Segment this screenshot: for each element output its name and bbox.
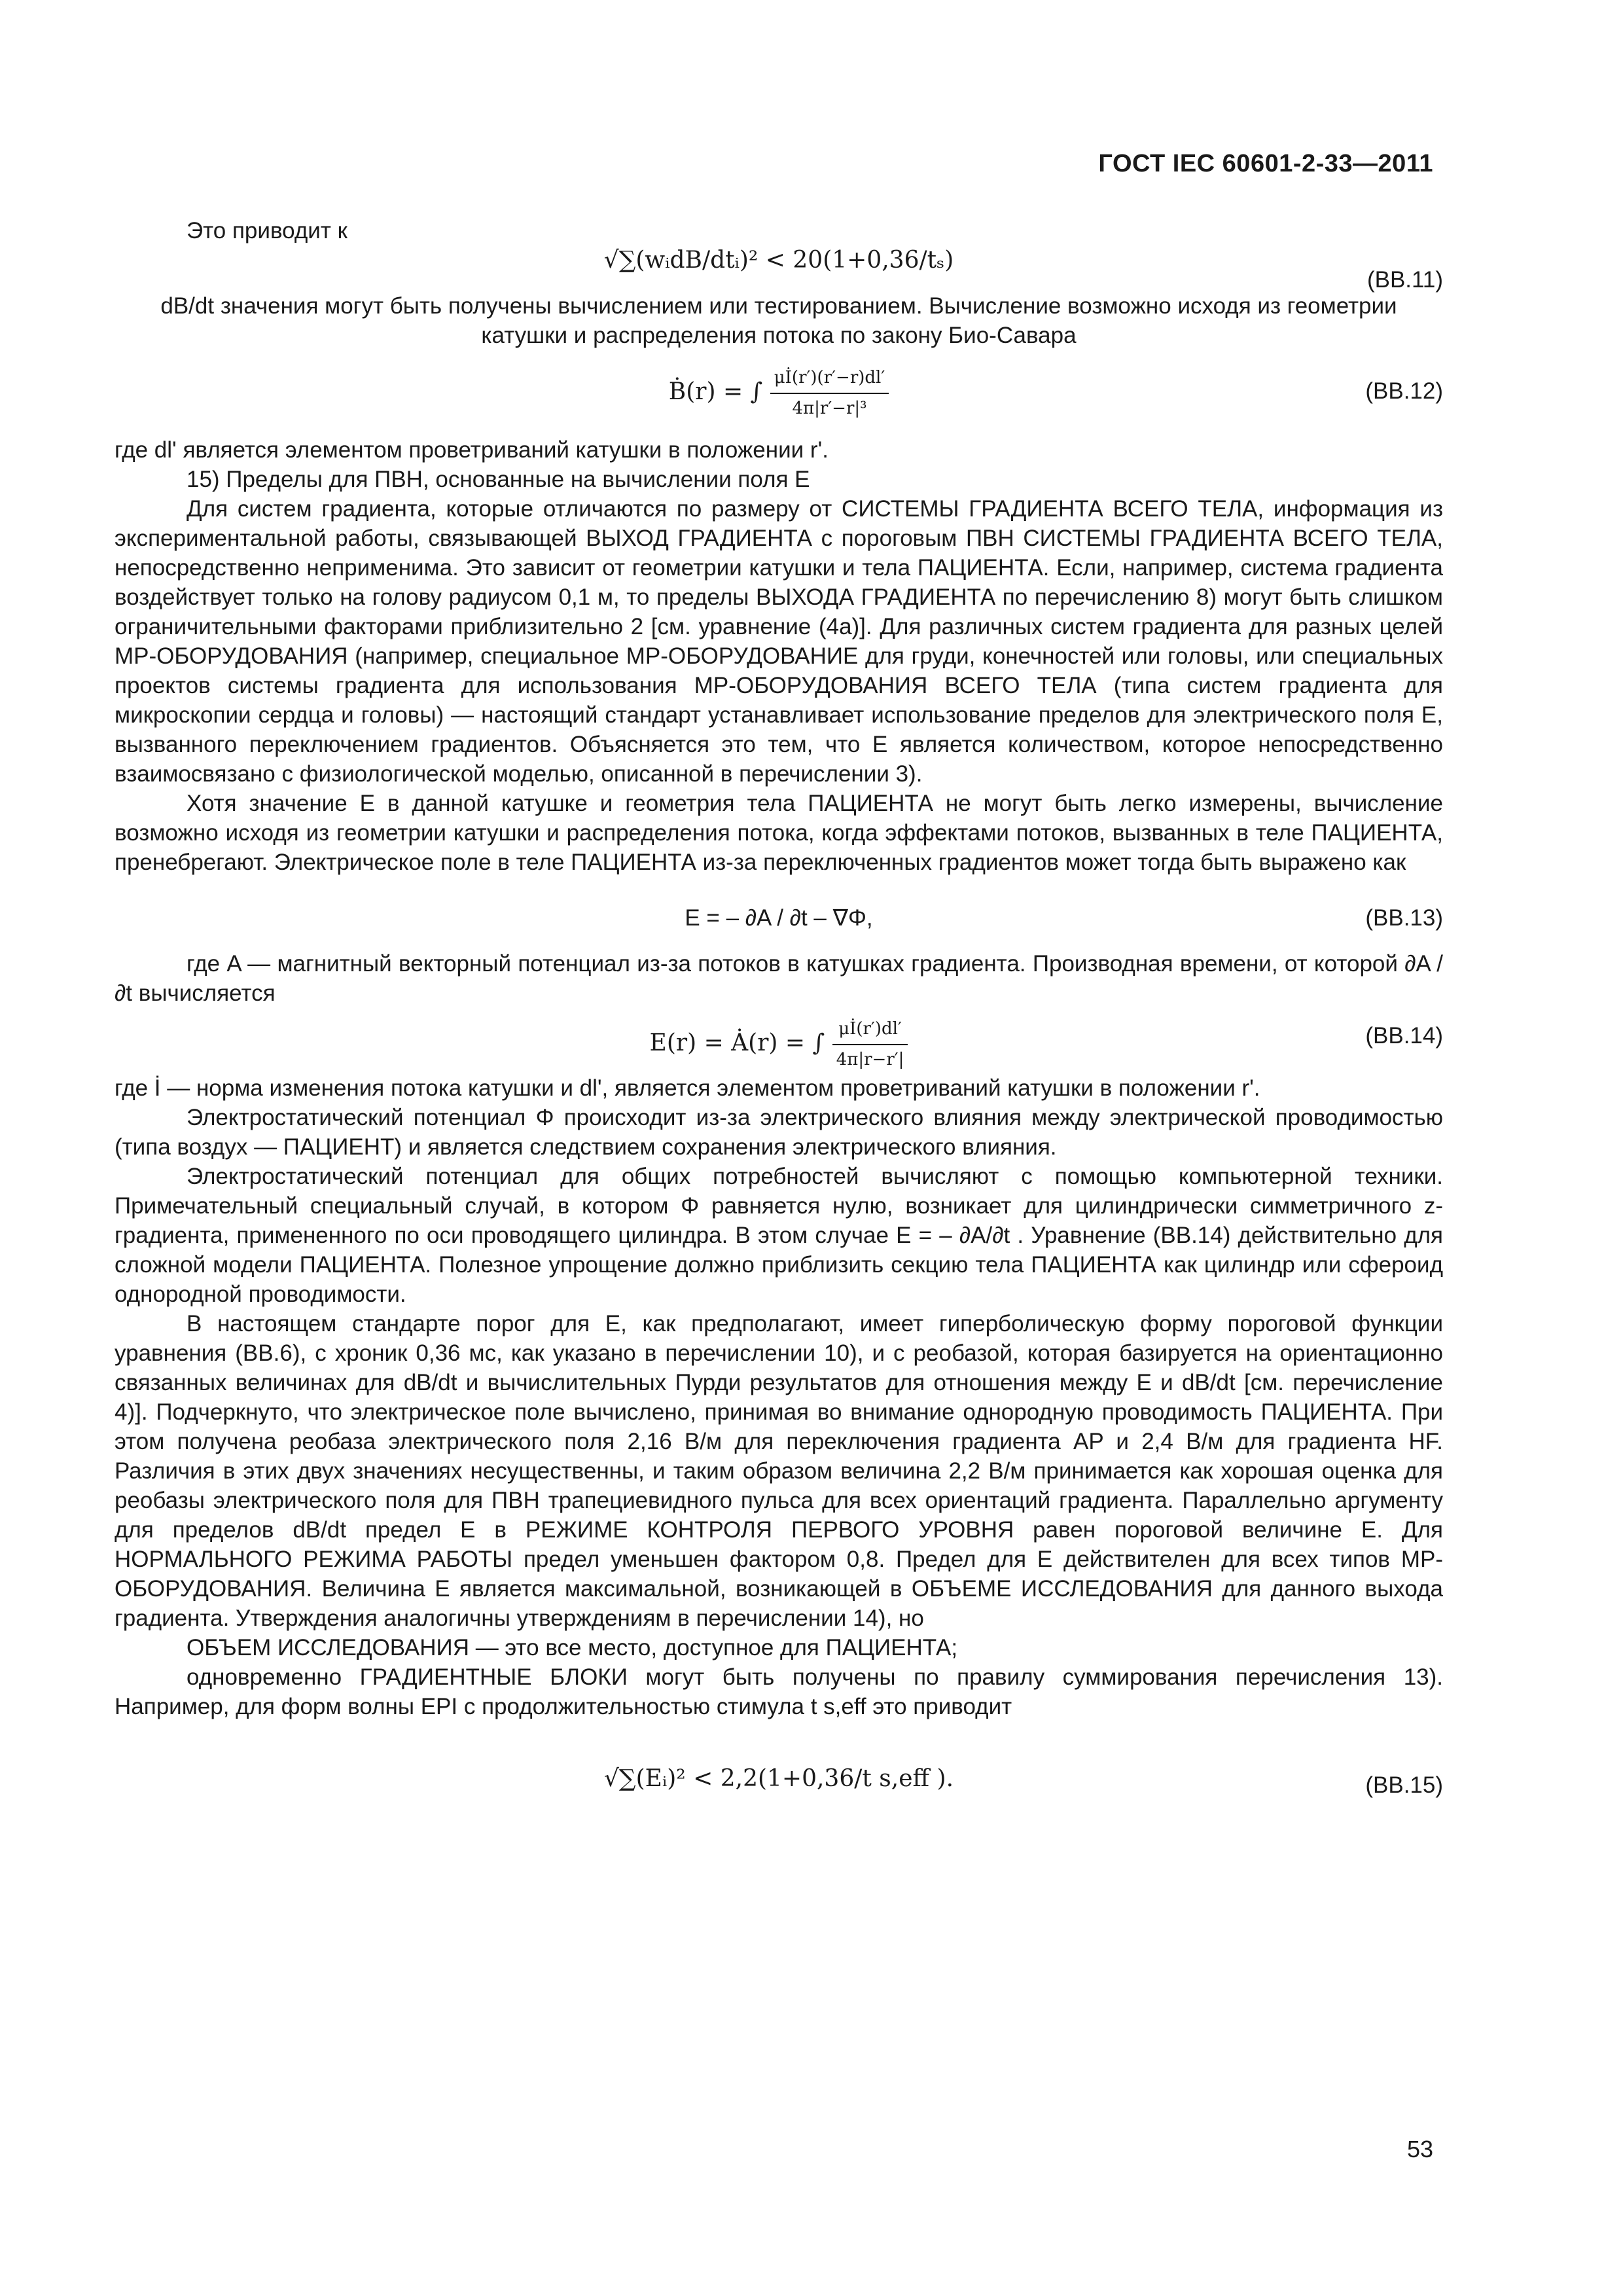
equation-bb13 bbox=[115, 877, 1443, 949]
paragraph-9: В настоящем стандарте порог для E, как предполагают, имеет гиперболическую форму пороговой функции уравнения (ВВ.6), с хроник 0,36 мс, как указано в перечислении 10), и с реобазой, которая базируется на ориентационно связанных величинах для dB/dt и вычислительных Пурди результатов для отношения между E и dB/dt [см. перечисление 4)]. Подчеркнуто, что электрическое поле вычислено, принимая во внимание однородную проводимость ПАЦИЕНТА. При этом получена реобаза электрического поля 2,16 В/м для переключения градиента AP и 2,4 В/м для градиента HF. Различия в этих двух значениях несущественны, и таким образом величина 2,2 В/м принимается как хорошая оценка для реобазы электрического поля для ПВН трапециевидного пульса для всех ориентаций градиента. Параллельно аргументу для пределов dB/dt предел E в РЕЖИМЕ КОНТРОЛЯ ПЕРВОГО УРОВНЯ равен пороговой величине E. Для НОРМАЛЬНОГО РЕЖИМА РАБОТЫ предел уменьшен фактором 0,8. Предел для E действителен для всех типов МР-ОБОРУДОВАНИЯ. Величина E является максимальной, возникающей в ОБЪЕМЕ ИССЛЕДОВАНИЯ для данного выхода градиента. Утверждения аналогичны утверждениям в перечислении 14), но bbox=[115, 1311, 1443, 1631]
equation-bb14-lhs: E(r) = Ȧ(r) = ∫ bbox=[649, 1030, 825, 1056]
equation-bb14-denominator: 4π|r−r′| bbox=[836, 1050, 904, 1069]
document-header: ГОСТ IEC 60601-2-33—2011 bbox=[1098, 150, 1433, 177]
equation-bb13-number: (ВВ.13) bbox=[1365, 905, 1443, 931]
equation-bb13-formula: E = – ∂A / ∂t – ∇Φ, bbox=[685, 905, 873, 931]
paragraph-7: Электростатический потенциал Φ происходит из-за электрического влияния между электрической проводимостью (типа воздух — ПАЦИЕНТ) и является следствием сохранения электрического влияния. bbox=[115, 1105, 1443, 1160]
equation-bb14-fraction bbox=[832, 1014, 908, 1075]
paragraph-10: ОБЪЕМ ИССЛЕДОВАНИЯ — это все место, доступное для ПАЦИЕНТА; bbox=[187, 1635, 958, 1660]
paragraph-8: Электростатический потенциал для общих потребностей вычисляют с помощью компьютерной техники. Примечательный специальный случай, в котором Φ равняется нулю, возникает для цилиндрически симметричного z-градиента, примененного по оси проводящего цилиндра. В этом случае E = – ∂A/∂t . Уравнение (ВВ.14) действительно для сложной модели ПАЦИЕНТА. Полезное упрощение должно приблизить секцию тела ПАЦИЕНТА как цилиндр или сфероид однородной проводимости. bbox=[115, 1164, 1443, 1307]
equation-bb12-denominator: 4π|r′−r|³ bbox=[792, 399, 867, 418]
equation-bb11-number: (ВВ.11) bbox=[1366, 267, 1443, 293]
equation-bb12-number: (ВВ.12) bbox=[1365, 378, 1443, 404]
paragraph-6: где İ — норма изменения потока катушки и dl', является элементом проветриваний катушки в положении r'. bbox=[115, 1075, 1260, 1101]
equation-bb12-fraction bbox=[770, 363, 889, 423]
equation-bb12-numerator: μİ(r′)(r′−r)dl′ bbox=[770, 363, 889, 394]
equation-bb15-number: (ВВ.15) bbox=[1365, 1772, 1443, 1798]
equation-bb15 bbox=[115, 1721, 1443, 1813]
equation-bb14-numerator: μİ(r′)dl′ bbox=[832, 1014, 908, 1045]
paragraph-1: где dl' является элементом проветриваний катушки в положении r'. bbox=[115, 437, 829, 463]
equation-bb15-formula: √∑(Eᵢ)² < 2,2(1+0,36/t s,eff ). bbox=[603, 1765, 954, 1792]
paragraph-intro: Это приводит к bbox=[187, 218, 348, 243]
paragraph-2: 15) Пределы для ПВН, основанные на вычислении поля E bbox=[187, 467, 810, 492]
paragraph-3: Для систем градиента, которые отличаются по размеру от СИСТЕМЫ ГРАДИЕНТА ВСЕГО ТЕЛА, информация из экспериментальной работы, связывающей ВЫХОД ГРАДИЕНТА с пороговым ПВН СИСТЕМЫ ГРАДИЕНТА ВСЕГО ТЕЛА, непосредственно неприменима. Это зависит от геометрии катушки и тела ПАЦИЕНТА. Если, например, система градиента воздействует только на голову радиусом 0,1 м, то пределы ВЫХОДА ГРАДИЕНТА по перечислению 8) могут быть слишком ограничительными факторами приблизительно 2 [см. уравнение (4а)]. Для различных систем градиента для разных целей МР-ОБОРУДОВАНИЯ (например, специальное МР-ОБОРУДОВАНИЕ для груди, конечностей или головы, или специальных проектов системы градиента для использования МР-ОБОРУДОВАНИЯ ВСЕГО ТЕЛА (типа систем градиента для микроскопии сердца и головы) — настоящий стандарт устанавливает использование пределов для электрического поля E, вызванного переключением градиентов. Объясняется это тем, что E является количеством, которое непосредственно взаимосвязано с физиологической моделью, описанной в перечислении 3). bbox=[115, 496, 1443, 787]
equation-bb14-number: (ВВ.14) bbox=[1365, 1023, 1443, 1049]
paragraph-11: одновременно ГРАДИЕНТНЫЕ БЛОКИ могут быть получены по правилу суммирования перечисления 13). Например, для форм волны EPI с продолжительностью стимула t s,eff это приводит bbox=[115, 1664, 1443, 1719]
equation-bb14 bbox=[115, 1008, 1443, 1073]
equation-bb11 bbox=[115, 245, 1443, 291]
equation-bb12 bbox=[115, 357, 1443, 435]
page-number: 53 bbox=[1406, 2136, 1433, 2162]
paragraph-5: где A — магнитный векторный потенциал из-за потоков в катушках градиента. Производная времени, от которой ∂A / ∂t вычисляется bbox=[115, 951, 1443, 1006]
equation-bb11-formula: √∑(wᵢdB/dtᵢ)² < 20(1+0,36/tₛ) bbox=[603, 247, 954, 274]
paragraph-4: Хотя значение E в данной катушке и геометрия тела ПАЦИЕНТА не могут быть легко измерены, вычисление возможно исходя из геометрии катушки и распределения потока, когда эффектами потоков, вызванных в теле ПАЦИЕНТА, пренебрегают. Электрическое поле в теле ПАЦИЕНТА из-за переключенных градиентов может тогда быть выражено как bbox=[115, 791, 1443, 875]
equation-bb12-lhs: Ḃ(r) = ∫ bbox=[668, 378, 763, 405]
paragraph-dbdt: dB/dt значения могут быть получены вычислением или тестированием. Вычисление возможно исходя из геометрии катушки и распределения потока по закону Био-Савара bbox=[160, 293, 1397, 348]
page-body bbox=[115, 216, 1443, 1813]
